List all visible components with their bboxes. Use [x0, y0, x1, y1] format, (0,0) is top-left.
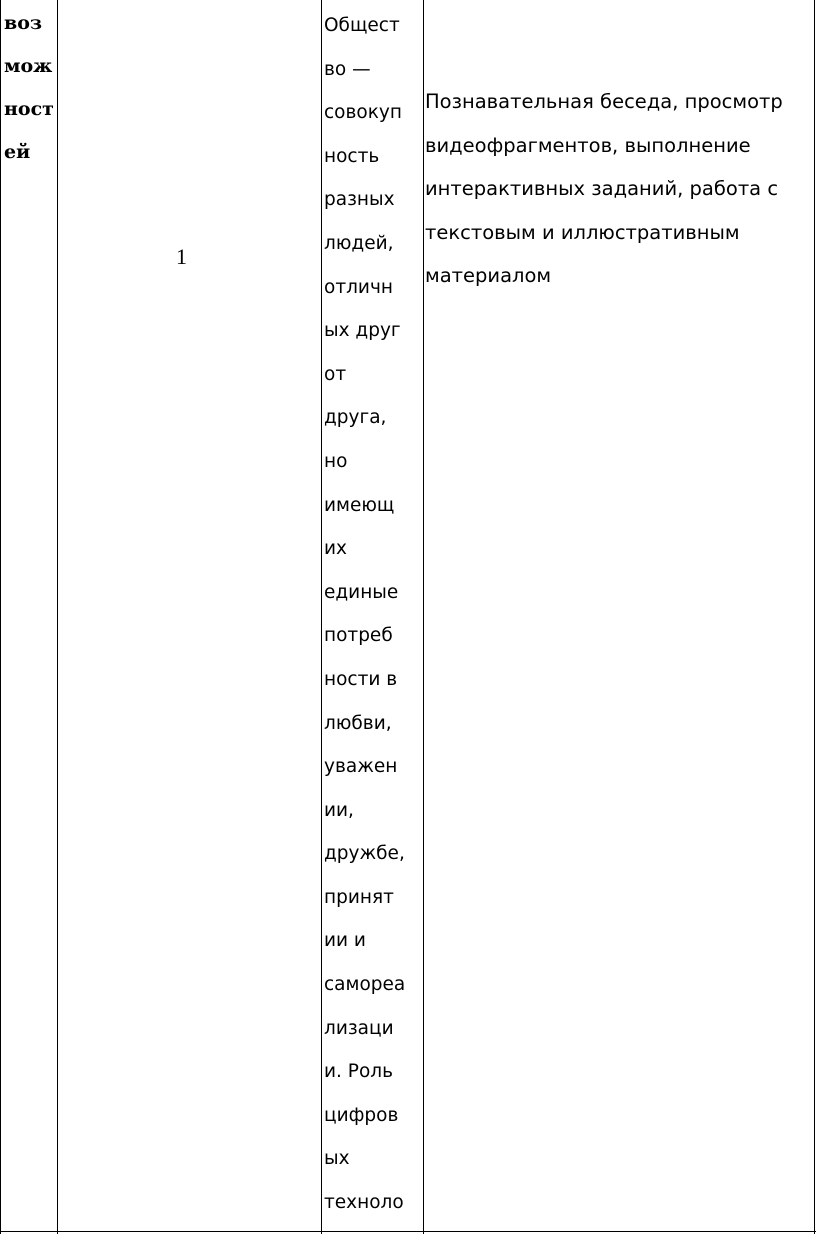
table-border-bottom: [0, 1231, 816, 1232]
cell-line: уважен: [324, 756, 398, 778]
cell-line: материалом: [425, 264, 552, 287]
cell-line: и. Роль: [324, 1061, 393, 1083]
cell-hours: 1: [176, 244, 187, 269]
cell-line: техноло: [324, 1192, 404, 1214]
cell-line: мож: [4, 55, 53, 77]
cell-line: видеофрагментов, выполнение: [425, 133, 751, 157]
cell-line: лизаци: [324, 1017, 394, 1039]
cell-line: ей: [4, 141, 31, 163]
cell-line: единые: [324, 581, 399, 603]
table-divider-1: [57, 0, 58, 1234]
cell-line: принят: [324, 886, 394, 908]
cell-line: цифров: [324, 1104, 399, 1126]
cell-activities: [425, 80, 815, 298]
cell-line: ых: [324, 1148, 350, 1170]
cell-line: отличн: [324, 276, 393, 298]
cell-line: ии,: [324, 799, 354, 821]
cell-line: Познавательная беседа, просмотр: [425, 90, 783, 113]
cell-topic: [4, 2, 56, 174]
cell-line: воз: [4, 12, 42, 34]
cell-line: интерактивных заданий, работа с: [425, 177, 779, 200]
cell-line: дружбе,: [324, 843, 405, 865]
cell-line: совокуп: [324, 102, 402, 124]
cell-line: имеющ: [324, 494, 395, 516]
cell-line: друга,: [324, 407, 387, 429]
cell-line: ност: [4, 98, 54, 120]
table-border-left: [0, 0, 1, 1234]
cell-line: во —: [324, 58, 371, 80]
cell-line: их: [324, 538, 347, 560]
cell-line: людей,: [324, 232, 394, 254]
cell-line: от: [324, 363, 347, 385]
cell-line: ии и: [324, 930, 366, 952]
cell-line: текстовым и иллюстративным: [425, 220, 740, 244]
cell-line: Общест: [324, 15, 400, 36]
cell-line: самореа: [324, 974, 406, 996]
cell-line: ность: [324, 145, 380, 167]
table-divider-2: [321, 0, 322, 1234]
cell-line: ых друг: [324, 320, 401, 342]
cell-line: ности в: [324, 668, 398, 690]
cell-line: любви,: [324, 712, 392, 734]
cell-line: но: [324, 450, 348, 472]
cell-line: потреб: [324, 625, 393, 647]
cell-content: [324, 4, 424, 1225]
cell-line: разных: [324, 189, 395, 211]
